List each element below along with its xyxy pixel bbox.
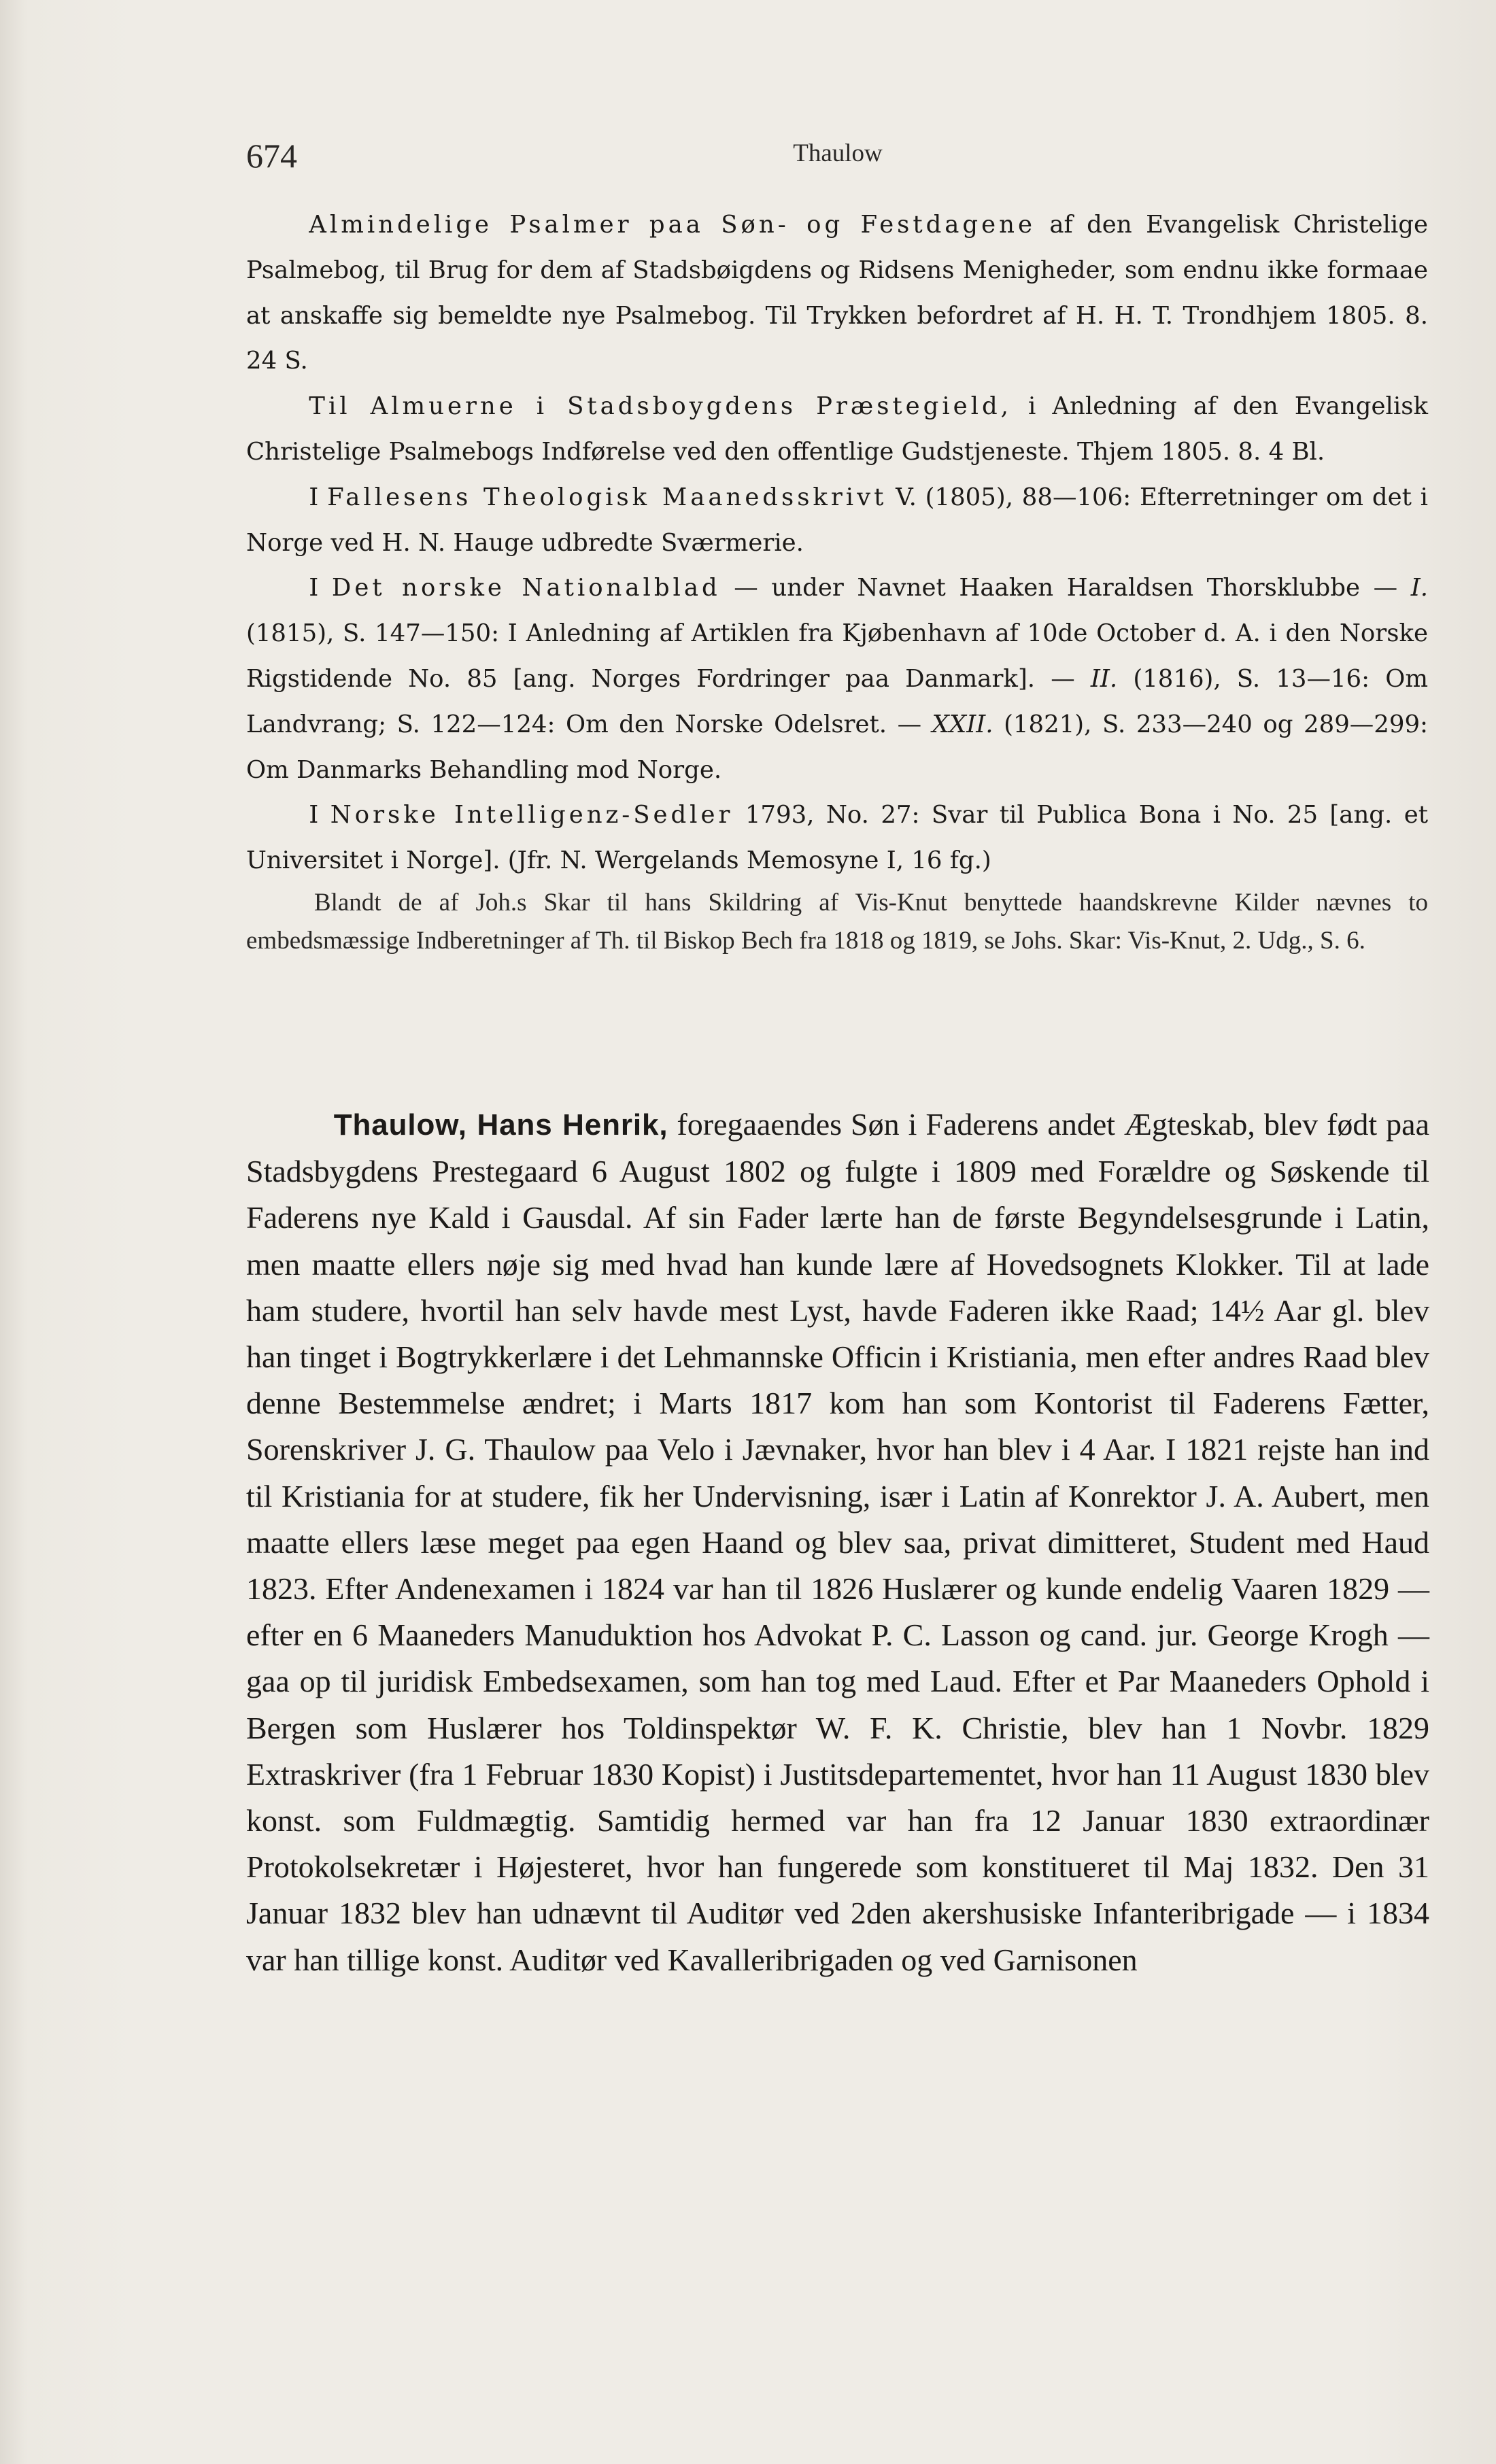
- entry-title: Norske Intelligenz-Sedler: [330, 801, 734, 829]
- entry-title: Det norske Nationalblad: [331, 574, 721, 602]
- volume-number: XXII.: [932, 710, 993, 738]
- biography-name: Thaulow, Hans Henrik,: [333, 1108, 668, 1142]
- biography-section: [246, 1101, 1429, 1983]
- entry-text: af den Evangelisk Christelige Psalmebog, til Brug for dem af Stadsbøigdens og Ridsens Menigheder, som endnu ikke formaae at anskaffe sig bemeldte nye Psalmebog. Til Trykken befordret af H. H. T. Trondhjem 1805. 8. 24 S.: [246, 211, 1428, 375]
- bibliography-entry: [246, 203, 1428, 384]
- bibliography-entry: [246, 793, 1428, 884]
- entry-title: Fallesens Theologisk Maanedsskrivt: [327, 483, 887, 511]
- biography-text: foregaaendes Søn i Faderens andet Ægteskab, blev født paa Stadsbygdens Prestegaard 6 August 1802 og fulgte i 1809 med Forældre og Søskende til Faderens nye Kald i Gausdal. Af sin Fader lærte han de første Begyndelsesgrunde i Latin, men maatte ellers nøje sig med hvad han kunde lære af Hovedsognets Klokker. Til at lade ham studere, hvortil han selv havde mest Lyst, havde Faderen ikke Raad; 14½ Aar gl. blev han tinget i Bogtrykkerlære i det Lehmannske Officin i Kristiania, men efter andres Raad blev denne Bestemmelse ændret; i Marts 1817 kom han som Kontorist til Faderens Fætter, Sorenskriver J. G. Thaulow paa Velo i Jævnaker, hvor han blev i 4 Aar. I 1821 rejste han ind til Kristiania for at studere, fik her Undervisning, især i Latin af Konrektor J. A. Aubert, men maatte ellers læse meget paa egen Haand og blev saa, privat dimitteret, Student med Haud 1823. Efter Andenexamen i 1824 var han til 1826 Huslærer og kunde endelig Vaaren 1829 — efter en 6 Maaneders Manuduktion hos Advokat P. C. Lasson og cand. jur. George Krogh — gaa op til juridisk Embedsexamen, som han tog med Laud. Efter et Par Maaneders Ophold i Bergen som Huslærer hos Toldinspektør W. F. K. Christie, blev han 1 Novbr. 1829 Extraskriver (fra 1 Februar 1830 Kopist) i Justitsdepartementet, hvor han 11 August 1830 blev konst. som Fuldmægtig. Samtidig hermed var han fra 12 Januar 1830 extraordinær Protokolsekretær i Højesteret, hvor han fungerede som konstitueret til Maj 1832. Den 31 Januar 1832 blev han udnævnt til Auditør ved 2den akershusiske Infanteribrigade — i 1834 var han tillige konst. Auditør ved Kavalleribrigaden og ved Garnisonen: [246, 1107, 1429, 1977]
- biography-paragraph: [246, 1101, 1429, 1983]
- entry-title: Til Almuerne i Stadsboygdens Præstegield,: [309, 392, 1012, 421]
- running-title: Thaulow: [793, 139, 883, 167]
- entry-text: (1815), S. 147—150: I Anledning af Artiklen fra Kjøbenhavn af 10de October d. A. i den Norske Rigstidende No. 85 [ang. Norges Fordringer paa Danmark]. —: [246, 619, 1428, 693]
- bibliography-entry: [246, 475, 1428, 566]
- entry-title: Almindelige Psalmer paa Søn- og Festdagene: [309, 211, 1036, 239]
- entry-text: i Anledning af den Evangelisk Christelige Psalmebogs Indførelse ved den offentlige Gudstjeneste. Thjem 1805. 8. 4 Bl.: [246, 392, 1428, 466]
- bibliography-entry: [246, 566, 1428, 793]
- page-number: 674: [246, 137, 297, 175]
- volume-number: II.: [1090, 664, 1118, 693]
- page-header: [246, 136, 1429, 177]
- entry-text: V. (1805), 88—106: Efterretninger om det i Norge ved H. N. Hauge udbredte Sværmerie.: [246, 483, 1428, 557]
- entry-text: (1821), S. 233—240 og 289—299: Om Danmarks Behandling mod Norge.: [246, 710, 1429, 784]
- entry-text: (1816), S. 13—16: Om Landvrang; S. 122—124: Om den Norske Odelsret. —: [246, 664, 1428, 738]
- bibliography-section: [246, 203, 1428, 960]
- entry-text: 1793, No. 27: Svar til Publica Bona i No. 25 [ang. et Universitet i Norge]. (Jfr. N. Wergelands Memosyne I, 16 fg.): [246, 801, 1428, 875]
- entry-text: — under Navnet Haaken Haraldsen Thorsklubbe —: [720, 574, 1411, 602]
- bibliography-note: Blandt de af Joh.s Skar til hans Skildring af Vis-Knut benyttede haandskrevne Kilder nævnes to embedsmæssige Indberetninger af Th. til Biskop Bech fra 1818 og 1819, se Johs. Skar: Vis-Knut, 2. Udg., S. 6.: [246, 888, 1428, 955]
- entry-prefix: I: [309, 483, 328, 511]
- volume-number: I.: [1410, 574, 1429, 602]
- entry-prefix: I: [309, 574, 332, 602]
- entry-prefix: I: [309, 801, 330, 829]
- bibliography-entry: [246, 384, 1428, 475]
